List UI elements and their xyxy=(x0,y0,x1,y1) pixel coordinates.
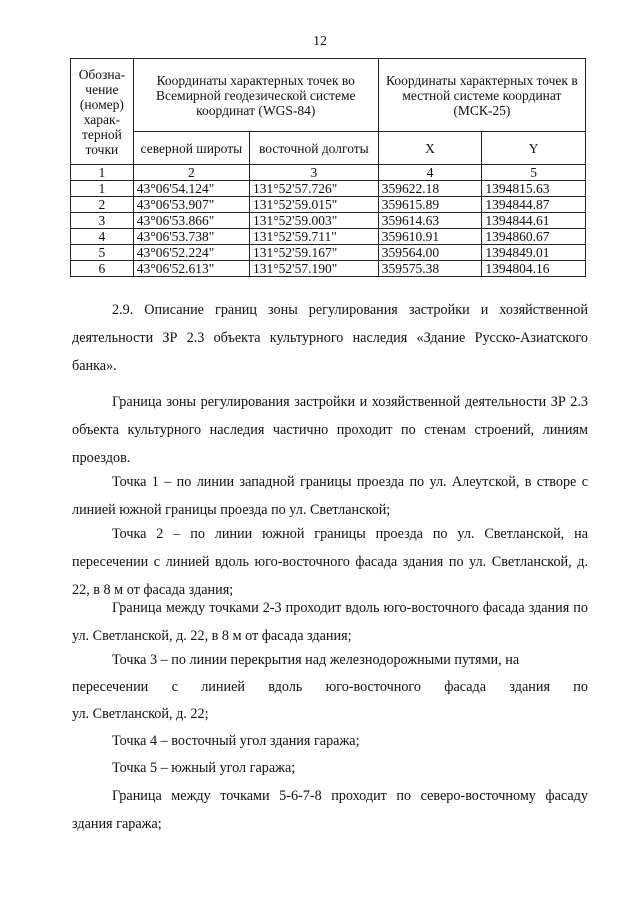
y-cell: 1394804.16 xyxy=(482,261,586,277)
latitude-cell: 43°06'54.124" xyxy=(133,181,249,197)
table-index-row xyxy=(71,165,586,181)
latitude-cell: 43°06'52.224" xyxy=(133,245,249,261)
longitude-cell: 131°52'59.015" xyxy=(249,197,378,213)
point-number: 2 xyxy=(71,197,134,213)
x-cell: 359575.38 xyxy=(378,261,482,277)
longitude-cell: 131°52'57.190" xyxy=(249,261,378,277)
point-number: 3 xyxy=(71,213,134,229)
x-cell: 359614.63 xyxy=(378,213,482,229)
paragraph-point-3-line1: Точка 3 – по линии перекрытия над железнодорожными путями, на xyxy=(112,652,520,668)
point-number: 6 xyxy=(71,261,134,277)
latitude-cell: 43°06'52.613" xyxy=(133,261,249,277)
paragraph-boundary-2-3: Граница между точками 2-3 проходит вдоль юго-восточного фасада здания по ул. Светланской, д. 22, в 8 м от фасада здания; xyxy=(72,600,588,644)
section-2-9-heading: 2.9. Описание границ зоны регулирования застройки и хозяйственной деятельности ЗР 2.3 объекта культурного наследия «Здание Русско-Азиатского банка». xyxy=(72,302,588,374)
table-row xyxy=(71,181,586,197)
longitude-cell: 131°52'59.711" xyxy=(249,229,378,245)
point-number: 4 xyxy=(71,229,134,245)
paragraph-point-5: Точка 5 – южный угол гаража; xyxy=(112,760,296,776)
latitude-cell: 43°06'53.866" xyxy=(133,213,249,229)
paragraph-point-2: Точка 2 – по линии южной границы проезда по ул. Светланской, на пересечении с линией вдоль юго-восточного фасада здания по ул. Светланской, д. 22, в 8 м от фасада здания; xyxy=(72,526,588,598)
y-cell: 1394815.63 xyxy=(482,181,586,197)
y-cell: 1394844.61 xyxy=(482,213,586,229)
table-row xyxy=(71,245,586,261)
longitude-cell: 131°52'59.167" xyxy=(249,245,378,261)
latitude-cell: 43°06'53.738" xyxy=(133,229,249,245)
table-row xyxy=(71,261,586,277)
point-number: 1 xyxy=(71,181,134,197)
paragraph-point-3-line2: пересечении с линией вдоль юго-восточного фасада здания по xyxy=(72,679,588,695)
table-row xyxy=(71,213,586,229)
header-north-latitude: северной широты xyxy=(133,132,249,165)
index-cell: 5 xyxy=(482,165,586,181)
header-wgs84: Координаты характерных точек во Всемирной геодезической системе координат (WGS-84) xyxy=(133,59,378,132)
paragraph-boundary-5-8: Граница между точками 5-6-7-8 проходит по северо-восточному фасаду здания гаража; xyxy=(72,788,588,832)
x-cell: 359615.89 xyxy=(378,197,482,213)
index-cell: 1 xyxy=(71,165,134,181)
x-cell: 359610.91 xyxy=(378,229,482,245)
longitude-cell: 131°52'59.003" xyxy=(249,213,378,229)
header-x: X xyxy=(378,132,482,165)
x-cell: 359622.18 xyxy=(378,181,482,197)
coordinates-table xyxy=(70,58,586,277)
x-cell: 359564.00 xyxy=(378,245,482,261)
y-cell: 1394849.01 xyxy=(482,245,586,261)
index-cell: 3 xyxy=(249,165,378,181)
y-cell: 1394844.87 xyxy=(482,197,586,213)
header-east-longitude: восточной долготы xyxy=(249,132,378,165)
table-row xyxy=(71,197,586,213)
page-number: 12 xyxy=(313,34,327,49)
header-designation: Обозна- чение (номер) харак- терной точки xyxy=(71,59,134,165)
index-cell: 4 xyxy=(378,165,482,181)
paragraph-point-3-line3: ул. Светланской, д. 22; xyxy=(72,706,209,722)
table-row xyxy=(71,229,586,245)
y-cell: 1394860.67 xyxy=(482,229,586,245)
paragraph-boundary-description: Граница зоны регулирования застройки и хозяйственной деятельности ЗР 2.3 объекта культурного наследия частично проходит по стенам строений, линиям проездов. xyxy=(72,394,588,466)
longitude-cell: 131°52'57.726" xyxy=(249,181,378,197)
header-y: Y xyxy=(482,132,586,165)
header-msk25: Координаты характерных точек в местной системе координат (МСК-25) xyxy=(378,59,585,132)
point-number: 5 xyxy=(71,245,134,261)
latitude-cell: 43°06'53.907" xyxy=(133,197,249,213)
index-cell: 2 xyxy=(133,165,249,181)
paragraph-point-1: Точка 1 – по линии западной границы проезда по ул. Алеутской, в створе с линией южной границы проезда по ул. Светланской; xyxy=(72,474,588,518)
paragraph-point-4: Точка 4 – восточный угол здания гаража; xyxy=(112,733,360,749)
